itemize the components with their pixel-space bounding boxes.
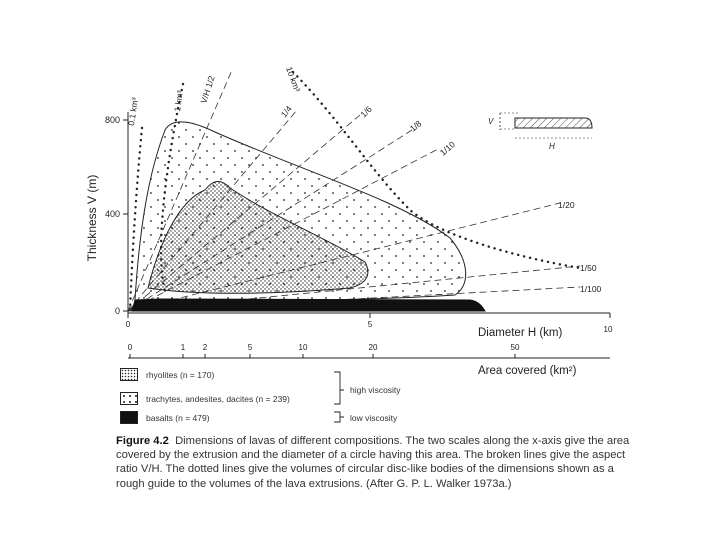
area-tick-label: 0 xyxy=(127,343,133,352)
legend-label: rhyolites (n = 170) xyxy=(146,369,215,380)
y-tick-label: 0 xyxy=(114,306,120,316)
basalts-swatch xyxy=(120,411,138,424)
area-tick-label: 5 xyxy=(247,343,253,352)
inset-v-label: V xyxy=(488,117,494,126)
volume-label: 10 km³ xyxy=(284,65,303,94)
area-tick-label: 10 xyxy=(298,343,308,352)
legend-label: basalts (n = 479) xyxy=(146,412,210,423)
x-tick-label: 0 xyxy=(125,320,131,329)
volume-label: 0.1 km³ xyxy=(126,96,140,127)
y-axis-label: Thickness V (m) xyxy=(85,174,99,262)
x-axis-diameter-label: Diameter H (km) xyxy=(478,327,563,339)
aspect-label: V/H 1/2 xyxy=(198,74,217,105)
aspect-label: 1/4 xyxy=(278,103,294,120)
legend-item-trachytes xyxy=(120,392,290,405)
aspect-label: 1/50 xyxy=(580,263,597,273)
volume-labels xyxy=(126,65,302,126)
figure-caption xyxy=(116,434,636,491)
area-tick-label: 20 xyxy=(368,343,378,352)
y-tick-label: 800 xyxy=(104,115,120,125)
x-tick-label: 5 xyxy=(367,320,373,329)
volume-label: 1 km³ xyxy=(172,89,185,113)
inset-h-label: H xyxy=(549,142,555,151)
aspect-label: 1/6 xyxy=(358,103,374,120)
high-viscosity-label: high viscosity xyxy=(350,385,401,395)
legend-item-rhyolites xyxy=(120,368,214,381)
low-viscosity-label: low viscosity xyxy=(350,413,398,423)
area-tick-label: 1 xyxy=(180,343,186,352)
trachytes-swatch xyxy=(120,392,138,405)
caption-label: Figure 4.2 xyxy=(116,435,169,447)
aspect-label: 1/100 xyxy=(580,284,602,294)
legend-item-basalts xyxy=(120,411,210,424)
aspect-label: 1/20 xyxy=(558,200,575,210)
aspect-label: 1/8 xyxy=(407,118,424,134)
legend-label: trachytes, andesites, dacites (n = 239) xyxy=(146,393,290,404)
basalts-field xyxy=(132,299,485,311)
x-axis-area-label: Area covered (km²) xyxy=(478,365,577,377)
area-tick-label: 2 xyxy=(202,343,208,352)
y-tick-label: 400 xyxy=(104,209,120,219)
viscosity-brace xyxy=(332,370,344,430)
rhyolites-swatch xyxy=(120,368,138,381)
caption-text: Dimensions of lavas of different compositions. The two scales along the x-axis give the area covered by the extrusion and the diameter of a circle having this area. The broken lines give the aspect ratio V/H. The dotted lines give the volumes of circular disc-like bodies of the dimensions shown as a rough guide to the volumes of the lava extrusions. (After G. P. L. Walker 1973a.) xyxy=(116,435,630,490)
aspect-label: 1/10 xyxy=(437,139,457,158)
area-tick-label: 50 xyxy=(510,343,520,352)
x-tick-label: 10 xyxy=(603,325,613,334)
inset-diagram xyxy=(488,113,592,151)
